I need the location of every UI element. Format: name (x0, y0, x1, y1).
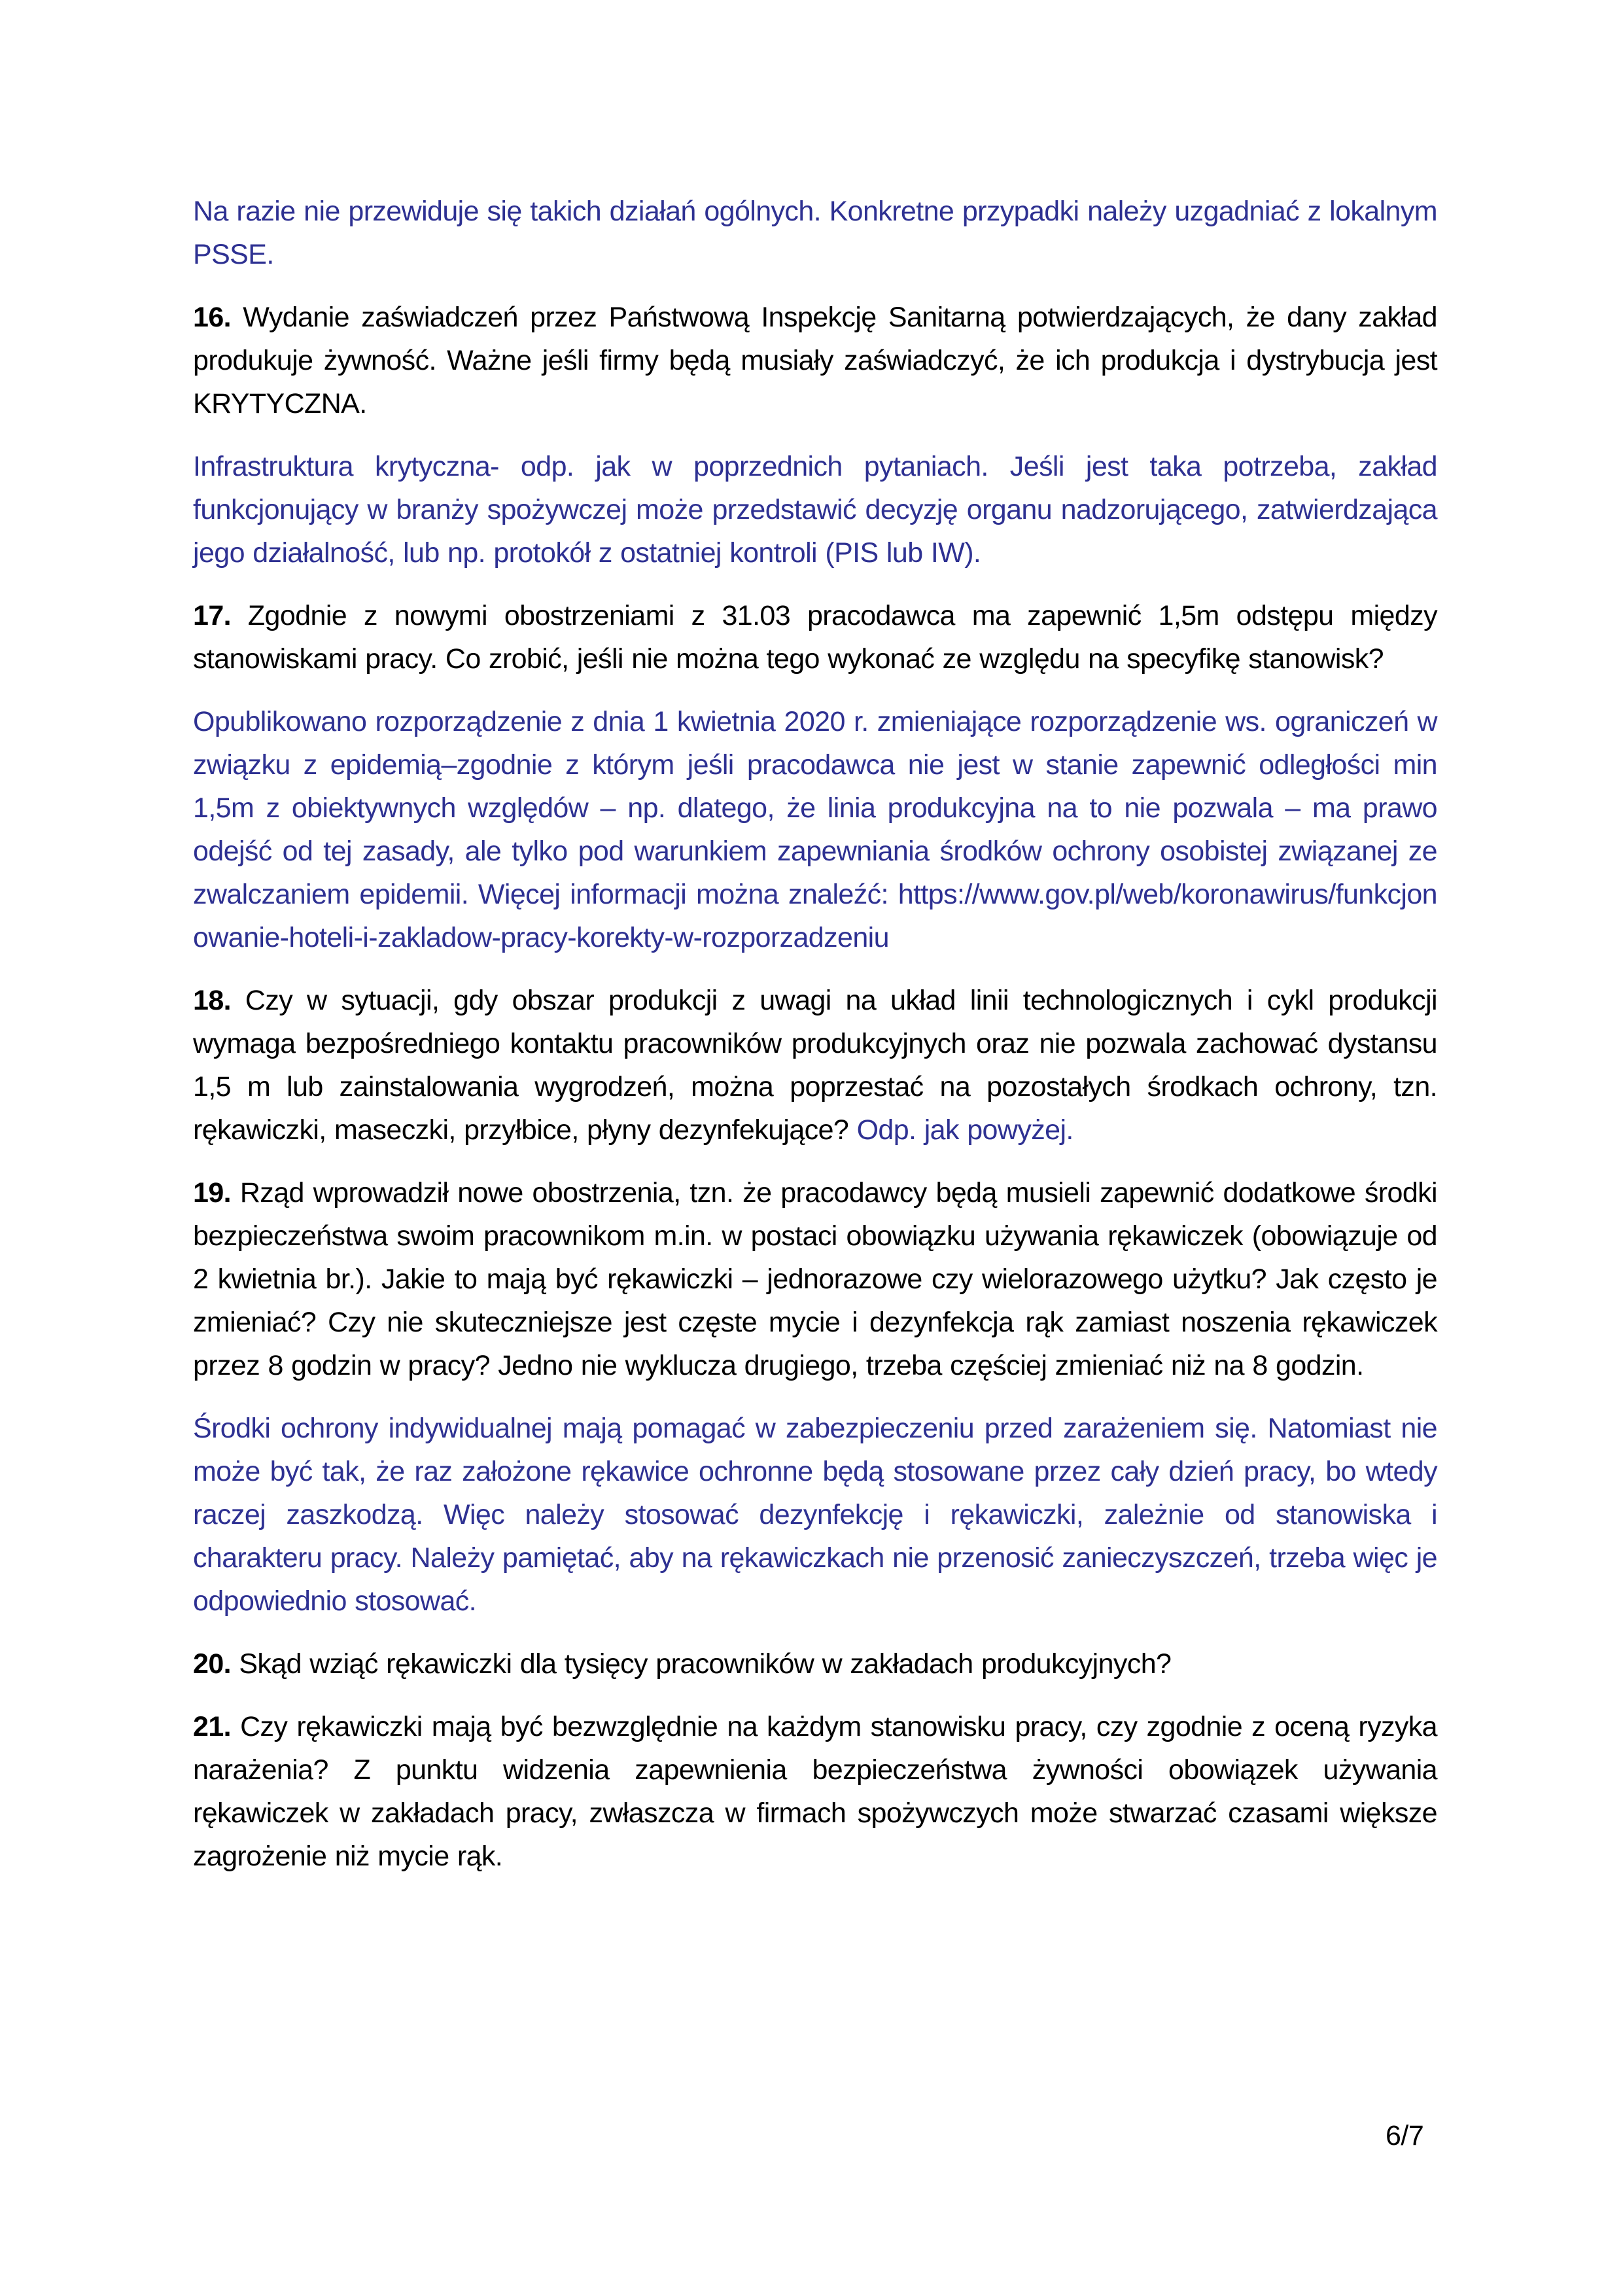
answer-17-paragraph (193, 700, 1437, 959)
question-text: Rząd wprowadził nowe obostrzenia, tzn. że pracodawcy będą musieli zapewnić dodatkowe środki bezpieczeństwa swoim pracownikom m.in. w postaci obowiązku używania rękawiczek (obowiązuje od 2 kwietnia br.). Jakie to mają być rękawiczki – jednorazowe czy wielorazowego użytku? Jak często je zmieniać? Czy nie skuteczniejsze jest częste mycie i dezynfekcja rąk zamiast noszenia rękawiczek przez 8 godzin w pracy? Jedno nie wyklucza drugiego, trzeba częściej zmieniać niż na 8 godzin. (193, 1177, 1437, 1381)
question-number: 18. (193, 985, 231, 1016)
answer-19-paragraph (193, 1407, 1437, 1623)
answer-text: Opublikowano rozporządzenie z dnia 1 kwietnia 2020 r. zmieniające rozporządzenie ws. ograniczeń w związku z epidemią–zgodnie z którym jeśli pracodawca nie jest w stanie zapewnić odległości min 1,5m z obiektywnych względów – np. dlatego, że linia produkcyjna na to nie pozwala – ma prawo odejść od tej zasady, ale tylko pod warunkiem zapewniania środków ochrony osobistej związanej ze zwalczaniem epidemii. Więcej informacji można znaleźć: (193, 706, 1437, 910)
question-17-paragraph (193, 594, 1437, 680)
answer-text: Infrastruktura krytyczna- odp. jak w poprzednich pytaniach. Jeśli jest taka potrzeba, zakład funkcjonujący w branży spożywczej może przedstawić decyzję organu nadzorującego, zatwierdzająca jego działalność, lub np. protokół z ostatniej kontroli (PIS lub IW). (193, 451, 1437, 569)
answer-text: Środki ochrony indywidualnej mają pomagać w zabezpieczeniu przed zarażeniem się. Natomiast nie może być tak, że raz założone rękawice ochronne będą stosowane przez cały dzień pracy, bo wtedy raczej zaszkodzą. Więc należy stosować dezynfekcję i rękawiczki, zależnie od stanowiska i charakteru pracy. Należy pamiętać, aby na rękawiczkach nie przenosić zanieczyszczeń, trzeba więc je odpowiednio stosować. (193, 1413, 1437, 1617)
question-19-paragraph (193, 1171, 1437, 1387)
inline-answer: Odp. jak powyżej. (856, 1114, 1073, 1146)
question-text: Czy w sytuacji, gdy obszar produkcji z uwagi na układ linii technologicznych i cykl produkcji wymaga bezpośredniego kontaktu pracowników produkcyjnych oraz nie pozwala zachować dystansu 1,5 m lub zainstalowania wygrodzeń, można poprzestać na pozostałych środkach ochrony, tzn. rękawiczki, maseczki, przyłbice, płyny dezynfekujące? (193, 985, 1437, 1146)
question-number: 16. (193, 302, 231, 333)
answer-16-paragraph (193, 445, 1437, 574)
page-number: 6/7 (1386, 2120, 1424, 2151)
question-text: Skąd wziąć rękawiczki dla tysięcy pracowników w zakładach produkcyjnych? (230, 1648, 1172, 1680)
question-number: 20. (193, 1648, 231, 1680)
question-21-paragraph (193, 1705, 1437, 1878)
question-number: 19. (193, 1177, 231, 1209)
question-text: Czy rękawiczki mają być bezwzględnie na każdym stanowisku pracy, czy zgodnie z oceną ryzyka narażenia? Z punktu widzenia zapewnienia bezpieczeństwa żywności obowiązek używania rękawiczek w zakładach pracy, zwłaszcza w firmach spożywczych może stwarzać czasami większe zagrożenie niż mycie rąk. (193, 1711, 1437, 1872)
answer-text: Na razie nie przewiduje się takich działań ogólnych. Konkretne przypadki należy uzgadniać z lokalnym PSSE. (193, 196, 1437, 270)
question-number: 21. (193, 1711, 231, 1742)
question-20-paragraph (193, 1642, 1437, 1686)
document-page (193, 190, 1437, 1898)
question-16-paragraph (193, 296, 1437, 425)
question-text: Wydanie zaświadczeń przez Państwową Inspekcję Sanitarną potwierdzających, że dany zakład produkuje żywność. Ważne jeśli firmy będą musiały zaświadczyć, że ich produkcja i dystrybucja jest KRYTYCZNA. (193, 302, 1437, 419)
question-number: 17. (193, 600, 231, 631)
question-18-paragraph (193, 979, 1437, 1152)
answer-15-paragraph (193, 190, 1437, 276)
question-text: Zgodnie z nowymi obostrzeniami z 31.03 pracodawca ma zapewnić 1,5m odstępu między stanowiskami pracy. Co zrobić, jeśli nie można tego wykonać ze względu na specyfikę stanowisk? (193, 600, 1437, 675)
gov-pl-link[interactable]: https://www.gov.pl/web/koronawirus/funkcjonowanie-hoteli-i-zakladow-pracy-korekty-w-rozporzadzeniu (193, 879, 1437, 953)
